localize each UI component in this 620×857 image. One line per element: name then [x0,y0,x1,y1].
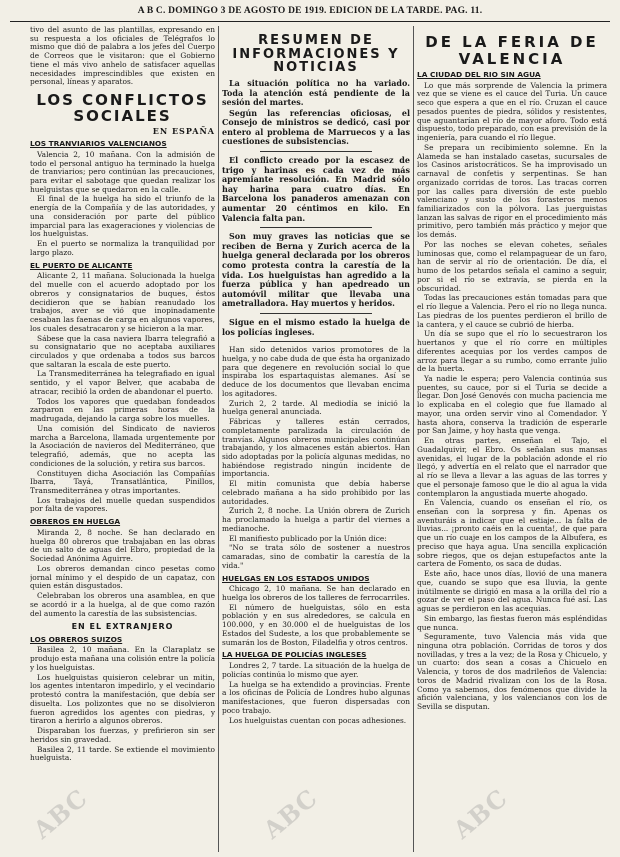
section-heading: OBREROS EN HUELGA [30,517,121,527]
paragraph: Zurich 2, 8 noche. La Unión obrera de Zurich ha proclamado la huelga a partir del viernes a medianoche. [222,506,410,533]
column-divider [413,26,414,852]
paragraph: Sábese que la casa naviera Ibarra telegrafió a su consignatario que no aceptaba auxiliares circulados y que ordenaba a todos sus barcos que saltaran la escala de este puerto. [30,333,215,369]
separator [260,151,373,152]
foreign-heading: EN EL EXTRANJERO [71,622,174,632]
paragraph: Seguramente, tuvo Valencia más vida que ninguna otra población. Corridas de toros y dos novilladas, y tres a la vez; de la Rosa y Chicuelo, y un cuarto: dos sean a cosas a Chicuelo en Valencia, y toros de dos madrileños de Valencia: toros de Madrid rivalizan con los de la Rosa. Como ya sabemos, dos fenómenos que divide la afición valenciana, y los valencianos con los de Sevilla se disputan. [417,632,607,712]
paragraph: Se prepara un recibimiento solemne. En la Alameda se han instalado casetas, sucursales de los Casinos aristocráticos. Se ha improvisado un carnaval de confetis y serpentinas. Se han organizado corridas de toros. Las tracas corren por las calles para diversión de este pueblo valenciano y susto de los forasteros menos familiarizados con la pólvora. Las juerguistas lanzan las salvas de rigor en el procedimiento más primitivo, pero también más práctico y mejor que los demás. [417,142,607,240]
paragraph: Basilea 2, 10 mañana. En la Claraplatz se produjo esta mañana una colisión entre la policía y los huelguistas. [30,645,215,672]
paragraph: Los huelguistas quisieron celebrar un mitin, los agentes intentaron impedirlo, y el vecindario protestó contra la manifestación, que debía ser disuelta. Los polizontes que no se disolvieron fueron agredidos los agentes con piedras, y tiraron a herirlo a algunos obreros. [30,672,215,726]
paragraph: Han sido detenidos varios promotores de la huelga, y no cabe duda de que ésta ha organizado para que degenere en revolución social lo que inspiraba los espartaquistas alemanes. Así se deduce de los documentos que llevaban encima los agitadores. [222,345,410,398]
column-left [27,26,215,852]
paragraph: En otras partes, enseñan el Tajo, el Guadalquivir, el Ebro. Os señalan sus mansas avenidas, el lugar de la población adonde el río llegó, y advertía en el relato que el narrador que al río se lleva a llevar a las aguas de las torres y que el personaje famoso que le dio al agua la vida contemplaron la angustiada muerte ahogado. [417,436,607,498]
paragraph: El final de la huelga ha sido el triunfo de la energía de la Compañía y de las autoridades, y una consideración por parte del público imparcial para las exageraciones y violencias de los huelguistas. [30,194,215,239]
paragraph: Este año, hace unos días, llovió de una manera que, cuando se supo que esa lluvia, la gente inútilmente se dirigió en masa a la orilla del río a gozar de ver el paso del agua. Nunca fué así. Las aguas se perdieron en las acequias. [417,569,607,614]
intro-paragraph: tivo del asunto de las plantillas, expresando en su respuesta a los oficiales de Telégrafos lo mismo que dió de palabra a los jefes del Cuerpo de Correos que le visitaron: que el Gobierno tiene el más vivo anhelo de satisfacer aquellas necesidades imprescindibles que existen en personal, líneas y aparatos. [30,26,215,87]
paragraph: Miranda 2, 8 noche. Se han declarado en huelga 80 obreros que trabajaban en las obras de un salto de aguas del Ebro, propiedad de la Sociedad Anónima Aguirre. [30,527,215,564]
section-heading: LOS TRANVIARIOS VALENCIANOS [30,139,167,149]
paragraph: El manifiesto publicado por la Unión dice: [229,533,387,543]
paragraph: Disparaban los fuerzas, y prefirieron sin ser heridos sin gravedad. [30,726,215,744]
watermark: ABC [447,782,514,845]
paragraph: Los obreros demandan cinco pesetas como jornal mínimo y el despido de un capataz, con quien están disgustados. [30,563,215,591]
separator [260,313,373,314]
paragraph: Por las noches se elevan cohetes, señales luminosas que, como el relampaguear de un faro, han de servir al río de orientación. De día, el humo de los petardos señala el camino a seguir, por si el río se extravía, se pierda en la obscuridad. [417,239,607,293]
paragraph: Alicante 2, 11 mañana. Solucionada la huelga del muelle con el acuerdo adoptado por los obreros y consignatarios de buques, éstos decidieron que se habían reanudado los trabajos, aver se vió que inopinadamente cesaban las faenas de carga en algunos vapores, los cuales desatracaron y se hicieron a la mar. [30,271,215,333]
paragraph: Fábricas y talleres están cerrados, completamente paralizada la circulación de tranvías. Algunos obreros municipales continúan trabajando, y los almacenes están abiertos. Han sido adoptadas por la policía algunas medidas, no habiéndose registrado ningún incidente de importancia. [222,417,410,479]
fair-title: DE LA FERIA DE VALENCIA [425,33,599,68]
paragraph: Basilea 2, 11 tarde. Se extiende el movimiento huelguista. [30,744,215,763]
paragraph: El número de huelguistas, sólo en esta población y en sus alrededores, se calcula en 100.000, y en 30.000 el de huelguistas de los Estados del Sudeste, a los que probablemente se sumarán los de Boston, Filadelfia y otros centros. [222,602,410,647]
separator [260,227,373,228]
paragraph: Celebraban los obreros una asamblea, en que se acordó ir a la huelga, al de que como razón del aumento la carestía de las subsistencias. [30,591,215,618]
separator [260,341,373,342]
paragraph: La Transmediterránea ha telegrafiado en igual sentido, y el vapor Belver, que acababa de atracar, recibió la orden de abandonar el puerto. [30,369,215,396]
conflicts-subtitle: EN ESPAÑA [152,125,215,136]
paragraph: Lo que más sorprende de Valencia la primera vez que se viene es el cauce del Turia. Un cauce seco que espera a que en el río. Cruzan el cauce pesados puentes de piedra, sólidos y resistentes, que aguantarían el río de mayor aforo. Todo está dispuesto, todo preparado, con esa previsión de la ingeniería, para cuando el río llegue. [417,80,607,143]
page-header: A B C. DOMINGO 3 DE AGOSTO DE 1919. EDICION DE LA TARDE. PAG. 11. [137,6,483,16]
paragraph: Un día se supo que el río lo secuestraron los huertanos y que el río corre en múltiples diferentes acequias por los verdes campos de arroz para llegar a su rumbo, como errante julio de la huerta. [417,329,607,374]
paragraph: Los huelguistas cuentan con pocas adhesiones. [229,715,407,725]
section-heading: LA CIUDAD DEL RIO SIN AGUA [417,70,541,79]
paragraph: En el puerto se normaliza la tranquilidad por largo plazo. [30,239,215,257]
watermark: ABC [27,782,94,845]
paragraph: Una comisión del Sindicato de navieros marcha a Barcelona, llamada urgentemente por la Asociación de navieros del Mediterráneo, que telegrafió, además, que no acepta las condiciones de la solución, y retira sus barcos. [30,423,215,468]
paragraph: Zurich 2, 2 tarde. Al mediodía se inició la huelga general anunciada. [222,398,410,417]
paragraph: Constituyen dicha Asociación las Compañías Ibarra, Tayá, Transatlántica, Pinillos, Transmediterránea y otras importantes. [30,468,215,495]
conflicts-title: LOS CONFLICTOS SOCIALES [36,91,209,125]
paragraph: Todos los vapores que quedaban fondeados zarparon en las primeras horas de la madrugada, dejando la carga sobre los muelles. [30,396,215,424]
summary-paragraph: El conflicto creado por la escasez de trigo y harinas es cada vez de más apremiante resolución. En Madrid sólo hay harina para cuatro días. En Barcelona los panaderos amenazan con aumentar 20 céntimos en kilo. En Valencia falta pan. [222,155,410,223]
paragraph: La huelga se ha extendido a provincias. Frente a los oficinas de Policía de Londres hubo algunas manifestaciones, que fueron dispersadas con poco trabajo. [222,679,410,715]
summary-paragraph: Según las referencias oficiosas, el Consejo de ministros se dedicó, casi por entero al problema de Marruecos y a las cuestiones de subsistencias. [222,107,410,147]
paragraph: Los trabajos del muelle quedan suspendidos por falta de vapores. [30,495,215,514]
column-divider [218,26,219,852]
paragraph: "No se trata sólo de sostener a nuestros camaradas, sino de combatir la carestía de la vida." [222,543,410,570]
summary-paragraph: Sigue en el mismo estado la huelga de los policías ingleses. [222,316,410,337]
paragraph: Sin embargo, las fiestas fueron más espléndidas que nunca. [417,613,607,632]
section-heading: HUELGAS EN LOS ESTADOS UNIDOS [222,573,370,583]
header-rule [10,21,610,22]
section-heading: LOS OBREROS SUIZOS [30,634,123,644]
summary-paragraph: Son muy graves las noticias que se reciben de Berna y Zurich acerca de la huelga general declarada por los obreros como protesta contra la carestía de la vida. Los huelguistas han agredido a la fuerza pública y han apedreado un automóvil militar que llevaba una ametralladora. Hay muertos y heridos. [222,231,410,309]
paragraph: Ya nadie le espera; pero Valencia continúa sus puentes, su cauce, por si el Turia se decide a llegar. Don José Genovés con mucha paciencia me lo explicaba en el colegio que fue llamado al mayor, una orden servir vino al Comendador. Y hasta ahora, conserva la tradición de esperarle por San Jaime, y hoy hasta que venga. [417,373,607,436]
summary-title: RESUMEN DE INFORMACIONES Y NOTICIAS [232,33,400,76]
section-heading: LA HUELGA DE POLICÍAS INGLESES [222,650,367,660]
paragraph: Valencia 2, 10 mañana. Con la admisión de todo el personal antiguo ha terminado la huelga de tranviarios; pero continúan las precauciones, para evitar el sabotage que quedan realizar los huelguistas que se quedaron en la calle. [30,149,215,194]
paragraph: El mitin comunista que debía haberse celebrado mañana a ha sido prohibido por las autoridades. [222,479,410,506]
section-heading: EL PUERTO DE ALICANTE [30,260,133,270]
column-middle [222,26,410,852]
paragraph: En Valencia, cuando os enseñan el río, os enseñan con la sorpresa y fin. Apenas os aventuráis a indicar que el estiaje... la falta de lluvias... ¡pronto caéis en la cuenta!, de que para que un río cuaje en los campos de la Albufera, es preciso que haya agua. Una sencilla explicación sobre riegos, que os dejan estupefactos ante la cartera de Fomento, os saca de dudas. [417,498,607,569]
column-right [417,26,607,852]
watermark: ABC [257,782,324,845]
summary-paragraph: La situación política no ha variado. Toda la atención está pendiente de la sesión del martes. [222,77,410,108]
paragraph: Londres 2, 7 tarde. La situación de la huelga de policías continúa lo mismo que ayer. [222,661,410,679]
paragraph: Todas las precauciones están tomadas para que el río llegue a Valencia. Pero el río no llega nunca. Las piedras de los puentes perdieron el brillo de la cantera, y el cauce se cubrió de hierba. [417,293,607,329]
paragraph: Chicago 2, 10 mañana. Se han declarado en huelga los obreros de los talleres de ferrocarriles. [222,584,410,602]
